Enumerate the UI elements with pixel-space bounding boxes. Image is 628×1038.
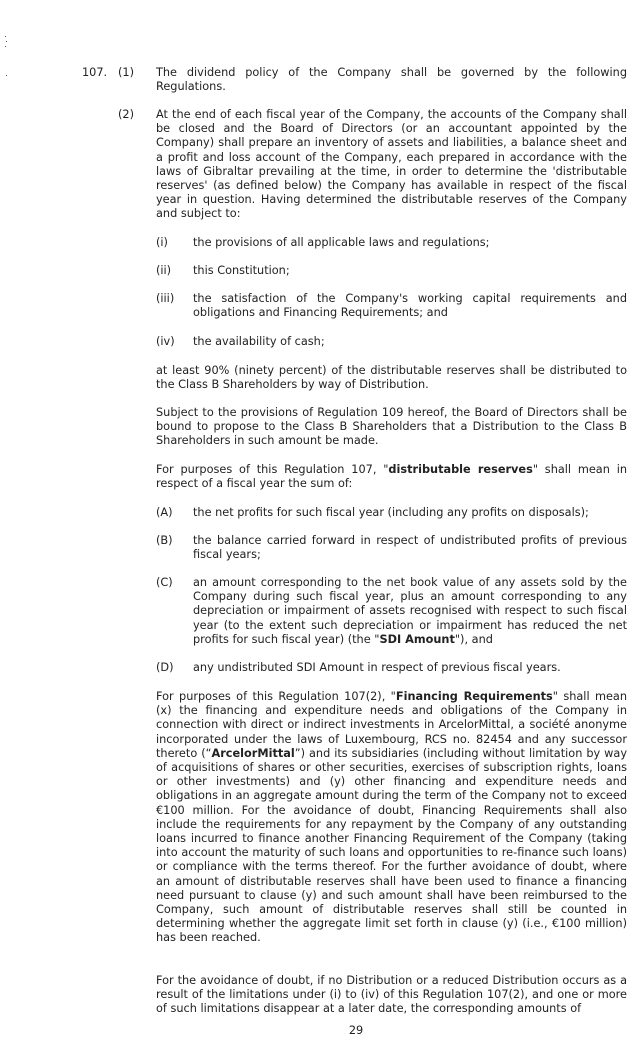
roman-text-iv: the availability of cash; [193,335,325,348]
after-roman-para: at least 90% (ninety percent) of the distributable reserves shall be distributed to the Class B Shareholders by way of Distribution. [156,364,627,392]
subject-para: Subject to the provisions of Regulation 109 hereof, the Board of Directors shall be bound to propose to the Class B Shareholders that a Distribution to the Class B Shareholders in such amount be made. [156,406,627,448]
roman-text-ii: this Constitution; [193,264,290,277]
scan-speck [6,41,7,42]
para1-label: (1) [118,66,135,79]
alpha-text-b: the balance carried forward in respect of undistributed profits of previous fiscal years; [193,534,627,562]
defined-term: distributable reserves [388,463,533,476]
roman-text-i: the provisions of all applicable laws and regulations; [193,236,490,249]
roman-label-ii: (ii) [156,264,172,277]
defined-term: ArcelorMittal [211,746,295,760]
para2-intro: At the end of each fiscal year of the Company, the accounts of the Company shall be closed and the Board of Directors (or an accountant appointed by the Company) shall prepare an inventory of assets and liabilities, a balance sheet and a profit and loss account of the Company, each prepared in accordance with the laws of Gibraltar prevailing at the time, in order to determine the 'distributable reserves' (as defined below) the Company has available in respect of the fiscal year in question. Having determined the distributable reserves of the Company and subject to: [156,108,627,221]
alpha-text-a: the net profits for such fiscal year (including any profits on disposals); [193,506,589,519]
defined-term: Financing Requirements [395,690,553,703]
scan-speck [5,46,6,47]
regulation-number: 107. [82,66,108,79]
alpha-label-b: (B) [156,534,173,547]
roman-label-iv: (iv) [156,335,175,348]
scan-speck [5,36,6,37]
alpha-text-d: any undistributed SDI Amount in respect of previous fiscal years. [193,661,561,674]
roman-text-iii: the satisfaction of the Company's working capital requirements and obligations and Financing Requirements; and [193,292,627,320]
financing-requirements-definition: For purposes of this Regulation 107(2), "Financing Requirements" shall mean (x) the financing and expenditure needs and obligations of the Company in connection with direct or indirect investments in ArcelorMittal, a société anonyme incorporated under the laws of Luxembourg, RCS no. 82454 and any successor thereto (“ArcelorMittal”) and its subsidiaries (including without limitation by way of acquisitions of shares or other securities, exercises of subscription rights, loans or other investments) and (y) other financing and expenditure needs and obligations in an aggregate amount during the term of the Company not to exceed €100 million. For the avoidance of doubt, Financing Requirements shall also include the requirements for any repayment by the Company of any outstanding loans incurred to finance another Financing Requirement of the Company (taking into account the maturity of such loans and opportunities to re-finance such loans) or compliance with the terms thereof. For the further avoidance of doubt, where an amount of distributable reserves shall have been used to finance a financing need pursuant to clause (y) and such amount shall have been reimbursed to the Company, such amount of distributable reserves shall still be counted in determining whether the aggregate limit set forth in clause (y) (i.e., €100 million) has been reached. [156,690,628,945]
distributable-reserves-definition: For purposes of this Regulation 107, "distributable reserves" shall mean in respect of a fiscal year the sum of: [156,463,627,491]
alpha-label-a: (A) [156,506,173,519]
scan-speck [6,75,7,76]
alpha-label-c: (C) [156,576,173,589]
alpha-text-c: an amount corresponding to the net book value of any assets sold by the Company during such fiscal year, plus an amount corresponding to any depreciation or impairment of assets recognised with respect to such fiscal year (to the extent such depreciation or impairment has reduced the net profits for such fiscal year) (the "SDI Amount"), and [193,576,627,646]
roman-label-iii: (iii) [156,292,175,305]
defined-term: SDI Amount [379,632,455,646]
final-para: For the avoidance of doubt, if no Distribution or a reduced Distribution occurs as a result of the limitations under (i) to (iv) of this Regulation 107(2), and one or more of such limitations disappear at a later date, the corresponding amounts of [156,974,627,1016]
roman-label-i: (i) [156,236,168,249]
para1-text: The dividend policy of the Company shall be governed by the following Regulations. [156,66,627,94]
para2-label: (2) [118,108,135,121]
page-number: 29 [348,1024,364,1037]
alpha-label-d: (D) [156,661,174,674]
